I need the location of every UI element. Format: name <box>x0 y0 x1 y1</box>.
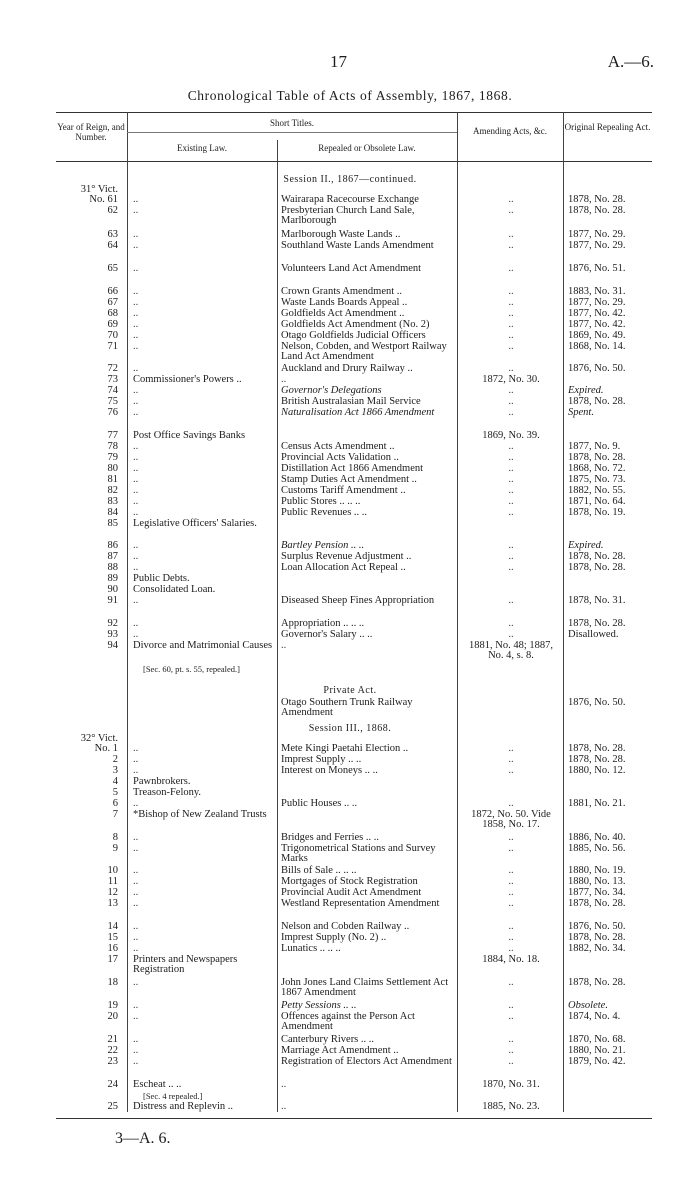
cell-repealed-law: Goldfields Act Amendment (No. 2) <box>281 319 430 330</box>
cell-amending-acts: .. <box>508 194 514 205</box>
cell-original-repealing-act: 1880, No. 13. <box>568 876 626 887</box>
cell-existing-law: .. <box>133 876 139 887</box>
cell-repealed-law: Marlborough Waste Lands .. <box>281 229 401 240</box>
cell-repealed-law: Bridges and Ferries .. .. <box>281 832 379 843</box>
cell-repealed-law: Stamp Duties Act Amendment .. <box>281 474 417 485</box>
cell-repealed-law: Governor's Salary .. .. <box>281 629 373 640</box>
cell-amending-acts: .. <box>508 341 514 352</box>
cell-year: 21 <box>107 1034 118 1045</box>
cell-existing-law: Legislative Officers' Salaries. <box>133 518 257 529</box>
cell-year: 75 <box>107 396 118 407</box>
col-header-existing: Existing Law. <box>177 143 227 153</box>
cell-repealed-law: Census Acts Amendment .. <box>281 441 395 452</box>
cell-year: 25 <box>107 1101 118 1112</box>
cell-amending-acts: .. <box>508 407 514 418</box>
cell-repealed-law: Imprest Supply (No. 2) .. <box>281 932 387 943</box>
cell-original-repealing-act: Expired. <box>568 385 604 396</box>
cell-original-repealing-act: 1878, No. 19. <box>568 507 626 518</box>
cell-year: 85 <box>107 518 118 529</box>
cell-repealed-law: Waste Lands Boards Appeal .. <box>281 297 408 308</box>
cell-original-repealing-act: Obsolete. <box>568 1000 608 1011</box>
cell-existing-law: .. <box>133 562 139 573</box>
cell-original-repealing-act: 1886, No. 40. <box>568 832 626 843</box>
cell-repealed-law: Distillation Act 1866 Amendment <box>281 463 424 474</box>
col-header-year: Year of Reign, and Number. <box>57 122 125 142</box>
cell-existing-law: Divorce and Matrimonial Causes <box>133 640 273 651</box>
cell-year: 74 <box>107 385 118 396</box>
cell-repealed-law: Offences against the Person Act Amendment <box>281 1011 415 1033</box>
cell-repealed-law: Otago Southern Trunk Railway Amendment <box>281 697 413 719</box>
cell-amending-acts: .. <box>508 452 514 463</box>
session-heading: Session III., 1868. <box>308 723 392 734</box>
cell-year: 87 <box>107 551 118 562</box>
cell-year: 81 <box>107 474 118 485</box>
cell-original-repealing-act: 1880, No. 19. <box>568 865 626 876</box>
cell-existing-law: .. <box>133 363 139 374</box>
cell-original-repealing-act: 1868, No. 72. <box>568 463 626 474</box>
cell-original-repealing-act: 1876, No. 50. <box>568 921 626 932</box>
cell-existing-law: .. <box>133 798 139 809</box>
cell-repealed-law: Public Stores .. .. .. <box>281 496 361 507</box>
cell-year: 5 <box>112 787 118 798</box>
col-header-original: Original Repealing Act. <box>564 122 651 132</box>
cell-amending-acts: .. <box>508 876 514 887</box>
cell-amending-acts: .. <box>508 1011 514 1022</box>
cell-amending-acts: .. <box>508 330 514 341</box>
cell-original-repealing-act: 1877, No. 9. <box>568 441 621 452</box>
paper-reference: A.—6. <box>607 52 654 71</box>
cell-original-repealing-act: 1878, No. 28. <box>568 932 626 943</box>
cell-year: 15 <box>107 932 118 943</box>
cell-original-repealing-act: 1868, No. 14. <box>568 341 626 352</box>
cell-year: No. 61 <box>89 194 118 205</box>
cell-repealed-law: Imprest Supply .. .. <box>281 754 362 765</box>
cell-amending-acts: .. <box>508 943 514 954</box>
cell-existing-law: Pawnbrokers. <box>133 776 191 787</box>
cell-amending-acts: .. <box>508 319 514 330</box>
cell-amending-acts: .. <box>508 921 514 932</box>
cell-repealed-law: Crown Grants Amendment .. <box>281 286 403 297</box>
cell-amending-acts: .. <box>508 1045 514 1056</box>
cell-repealed-law: Loan Allocation Act Repeal .. <box>281 562 406 573</box>
cell-year: 90 <box>107 584 118 595</box>
cell-existing-law: .. <box>133 229 139 240</box>
col-header-amending: Amending Acts, &c. <box>473 126 547 136</box>
cell-year: 88 <box>107 562 118 573</box>
cell-existing-law: .. <box>133 385 139 396</box>
cell-repealed-law: Mortgages of Stock Registration <box>281 876 418 887</box>
cell-existing-law: .. <box>133 240 139 251</box>
footer-rule <box>56 1118 652 1119</box>
cell-year: 9 <box>112 843 118 854</box>
cell-original-repealing-act: 1881, No. 21. <box>568 798 626 809</box>
cell-year: 2 <box>112 754 118 765</box>
cell-repealed-law: Mete Kingi Paetahi Election .. <box>281 743 409 754</box>
cell-existing-law: .. <box>133 540 139 551</box>
cell-year: 67 <box>107 297 118 308</box>
cell-repealed-law: .. <box>281 374 287 385</box>
cell-year: 78 <box>107 441 118 452</box>
cell-existing-law: .. <box>133 887 139 898</box>
cell-original-repealing-act: 1883, No. 31. <box>568 286 626 297</box>
cell-amending-acts: .. <box>508 441 514 452</box>
cell-original-repealing-act: 1880, No. 12. <box>568 765 626 776</box>
cell-original-repealing-act: 1869, No. 49. <box>568 330 626 341</box>
cell-repealed-law: Provincial Acts Validation .. <box>281 452 399 463</box>
cell-existing-law: .. <box>133 629 139 640</box>
cell-original-repealing-act: 1877, No. 29. <box>568 297 626 308</box>
cell-year: 72 <box>107 363 118 374</box>
cell-existing-law: .. <box>133 832 139 843</box>
cell-amending-acts: .. <box>508 629 514 640</box>
cell-existing-law: .. <box>133 1056 139 1067</box>
cell-existing-law: .. <box>133 765 139 776</box>
cell-original-repealing-act: 1870, No. 68. <box>568 1034 626 1045</box>
cell-amending-acts: .. <box>508 865 514 876</box>
cell-year: 84 <box>107 507 118 518</box>
cell-amending-acts: .. <box>508 463 514 474</box>
cell-amending-acts: .. <box>508 385 514 396</box>
cell-repealed-law: Trigonometrical Stations and Survey Marks <box>281 843 436 865</box>
cell-repealed-law: Naturalisation Act 1866 Amendment <box>281 407 435 418</box>
cell-repealed-law: Wairarapa Racecourse Exchange <box>281 194 419 205</box>
cell-year: No. 1 <box>94 743 118 754</box>
cell-repealed-law: Surplus Revenue Adjustment .. <box>281 551 412 562</box>
cell-year: 14 <box>107 921 118 932</box>
cell-year: 66 <box>107 286 118 297</box>
cell-existing-law: .. <box>133 507 139 518</box>
cell-year: 17 <box>107 954 118 965</box>
cell-existing-law: Escheat .. .. <box>133 1079 182 1090</box>
cell-repealed-law: Goldfields Act Amendment .. <box>281 308 405 319</box>
cell-amending-acts: 1885, No. 23. <box>482 1101 540 1112</box>
cell-existing-law: .. <box>133 407 139 418</box>
cell-repealed-law: Petty Sessions .. .. <box>281 1000 357 1011</box>
cell-original-repealing-act: 1876, No. 50. <box>568 697 626 708</box>
cell-amending-acts: .. <box>508 263 514 274</box>
cell-original-repealing-act: Disallowed. <box>568 629 619 640</box>
cell-existing-law: .. <box>133 1045 139 1056</box>
page-number: 17 <box>330 52 347 71</box>
cell-existing-law: .. <box>133 595 139 606</box>
session-heading: Session II., 1867—continued. <box>283 174 417 185</box>
cell-amending-acts: .. <box>508 798 514 809</box>
cell-existing-law: [Sec. 4 repealed.] <box>143 1091 203 1101</box>
cell-existing-law: .. <box>133 898 139 909</box>
cell-amending-acts: .. <box>508 743 514 754</box>
cell-repealed-law: Registration of Electors Act Amendment <box>281 1056 452 1067</box>
cell-repealed-law: Southland Waste Lands Amendment <box>281 240 434 251</box>
col-header-short-titles: Short Titles. <box>269 118 315 128</box>
cell-year: 62 <box>107 205 118 216</box>
cell-repealed-law: British Australasian Mail Service <box>281 396 421 407</box>
cell-existing-law: .. <box>133 1011 139 1022</box>
cell-existing-law: .. <box>133 297 139 308</box>
page-header <box>0 52 700 74</box>
cell-original-repealing-act: 1878, No. 28. <box>568 743 626 754</box>
cell-year: 92 <box>107 618 118 629</box>
cell-existing-law: .. <box>133 618 139 629</box>
cell-year: 23 <box>107 1056 118 1067</box>
cell-amending-acts: 1881, No. 48; 1887, No. 4, s. 8. <box>469 640 553 662</box>
cell-year: 32° Vict. <box>80 733 118 744</box>
cell-original-repealing-act: 1878, No. 28. <box>568 562 626 573</box>
cell-year: 91 <box>107 595 118 606</box>
cell-existing-law: *Bishop of New Zealand Trusts <box>133 809 267 820</box>
cell-repealed-law: Nelson and Cobden Railway .. <box>281 921 410 932</box>
cell-year: 18 <box>107 977 118 988</box>
cell-original-repealing-act: 1878, No. 28. <box>568 754 626 765</box>
cell-year: 7 <box>112 809 118 820</box>
cell-repealed-law: Marriage Act Amendment .. <box>281 1045 399 1056</box>
cell-existing-law: .. <box>133 943 139 954</box>
cell-original-repealing-act: 1878, No. 28. <box>568 551 626 562</box>
cell-amending-acts: .. <box>508 229 514 240</box>
cell-year: 19 <box>107 1000 118 1011</box>
cell-existing-law: .. <box>133 441 139 452</box>
cell-year: 89 <box>107 573 118 584</box>
cell-year: 76 <box>107 407 118 418</box>
cell-existing-law: .. <box>133 1034 139 1045</box>
cell-original-repealing-act: 1885, No. 56. <box>568 843 626 854</box>
cell-repealed-law: Lunatics .. .. .. <box>281 943 341 954</box>
cell-amending-acts: .. <box>508 1034 514 1045</box>
cell-amending-acts: .. <box>508 562 514 573</box>
cell-repealed-law: Auckland and Drury Railway .. <box>281 363 413 374</box>
cell-amending-acts: .. <box>508 832 514 843</box>
cell-original-repealing-act: 1882, No. 34. <box>568 943 626 954</box>
cell-year: 63 <box>107 229 118 240</box>
cell-existing-law: Commissioner's Powers .. <box>133 374 242 385</box>
cell-existing-law: .. <box>133 341 139 352</box>
cell-existing-law: .. <box>133 463 139 474</box>
column-divider <box>127 112 128 1112</box>
cell-existing-law: Printers and Newspapers Registration <box>133 954 238 976</box>
cell-year: 73 <box>107 374 118 385</box>
cell-repealed-law: Volunteers Land Act Amendment <box>281 263 422 274</box>
cell-year: 83 <box>107 496 118 507</box>
cell-repealed-law: Nelson, Cobden, and Westport Railway Land Act Amendment <box>281 341 447 363</box>
cell-repealed-law: Presbyterian Church Land Sale, Marlborough <box>281 205 415 227</box>
cell-amending-acts: 1870, No. 31. <box>482 1079 540 1090</box>
cell-amending-acts: .. <box>508 977 514 988</box>
cell-existing-law: .. <box>133 932 139 943</box>
cell-existing-law: .. <box>133 330 139 341</box>
column-divider <box>277 140 278 1112</box>
cell-original-repealing-act: 1878, No. 28. <box>568 898 626 909</box>
cell-repealed-law: Customs Tariff Amendment .. <box>281 485 406 496</box>
cell-amending-acts: .. <box>508 765 514 776</box>
cell-repealed-law: Provincial Audit Act Amendment <box>281 887 422 898</box>
cell-amending-acts: .. <box>508 932 514 943</box>
cell-repealed-law: Appropriation .. .. .. <box>281 618 365 629</box>
cell-year: 64 <box>107 240 118 251</box>
cell-amending-acts: .. <box>508 496 514 507</box>
column-divider <box>457 112 458 1112</box>
cell-repealed-law: Diseased Sheep Fines Appropriation <box>281 595 435 606</box>
cell-year: 70 <box>107 330 118 341</box>
cell-existing-law: .. <box>133 551 139 562</box>
cell-amending-acts: .. <box>508 1000 514 1011</box>
column-divider <box>563 112 564 1112</box>
cell-amending-acts: .. <box>508 485 514 496</box>
cell-year: 11 <box>107 876 118 887</box>
cell-year: 12 <box>107 887 118 898</box>
cell-original-repealing-act: 1877, No. 42. <box>568 308 626 319</box>
cell-amending-acts: .. <box>508 898 514 909</box>
cell-amending-acts: .. <box>508 618 514 629</box>
cell-amending-acts: 1884, No. 18. <box>482 954 540 965</box>
cell-original-repealing-act: 1878, No. 31. <box>568 595 626 606</box>
cell-original-repealing-act: 1874, No. 4. <box>568 1011 621 1022</box>
cell-year: 8 <box>112 832 118 843</box>
cell-amending-acts: .. <box>508 754 514 765</box>
cell-amending-acts: 1869, No. 39. <box>482 430 540 441</box>
cell-repealed-law: Governor's Delegations <box>281 385 382 396</box>
page-footer: 3—A. 6. <box>115 1130 171 1147</box>
cell-amending-acts: .. <box>508 297 514 308</box>
cell-year: 80 <box>107 463 118 474</box>
cell-year: 10 <box>107 865 118 876</box>
cell-amending-acts: .. <box>508 595 514 606</box>
cell-original-repealing-act: 1877, No. 34. <box>568 887 626 898</box>
cell-existing-law: Public Debts. <box>133 573 190 584</box>
cell-year: 20 <box>107 1011 118 1022</box>
cell-year: 24 <box>107 1079 118 1090</box>
cell-year: 4 <box>112 776 118 787</box>
cell-year: 71 <box>107 341 118 352</box>
cell-original-repealing-act: 1877, No. 29. <box>568 240 626 251</box>
cell-repealed-law: Public Houses .. .. <box>281 798 358 809</box>
cell-repealed-law: Westland Representation Amendment <box>281 898 440 909</box>
cell-repealed-law: Bartley Pension .. .. <box>281 540 365 551</box>
cell-year: 93 <box>107 629 118 640</box>
cell-amending-acts: .. <box>508 205 514 216</box>
cell-existing-law: .. <box>133 205 139 216</box>
cell-repealed-law: Canterbury Rivers .. .. <box>281 1034 375 1045</box>
cell-amending-acts: .. <box>508 540 514 551</box>
cell-amending-acts: 1872, No. 30. <box>482 374 540 385</box>
cell-amending-acts: .. <box>508 308 514 319</box>
cell-amending-acts: .. <box>508 286 514 297</box>
cell-year: 69 <box>107 319 118 330</box>
cell-original-repealing-act: 1876, No. 50. <box>568 363 626 374</box>
cell-original-repealing-act: 1880, No. 21. <box>568 1045 626 1056</box>
cell-original-repealing-act: 1871, No. 64. <box>568 496 626 507</box>
cell-year: 94 <box>107 640 118 651</box>
cell-existing-law: Consolidated Loan. <box>133 584 216 595</box>
cell-amending-acts: .. <box>508 887 514 898</box>
cell-year: 86 <box>107 540 118 551</box>
cell-existing-law: .. <box>133 977 139 988</box>
cell-amending-acts: .. <box>508 551 514 562</box>
cell-amending-acts: .. <box>508 1056 514 1067</box>
cell-existing-law: .. <box>133 194 139 205</box>
cell-existing-law: Treason-Felony. <box>133 787 202 798</box>
cell-year: 77 <box>107 430 118 441</box>
cell-original-repealing-act: 1882, No. 55. <box>568 485 626 496</box>
cell-existing-law: Distress and Replevin .. <box>133 1101 234 1112</box>
cell-year: 6 <box>112 798 118 809</box>
cell-year: 79 <box>107 452 118 463</box>
cell-amending-acts: .. <box>508 507 514 518</box>
col-header-repealed: Repealed or Obsolete Law. <box>318 143 416 153</box>
cell-existing-law: Post Office Savings Banks <box>133 430 246 441</box>
cell-amending-acts: .. <box>508 474 514 485</box>
cell-existing-law: .. <box>133 396 139 407</box>
cell-repealed-law: Interest on Moneys .. .. <box>281 765 378 776</box>
cell-amending-acts: .. <box>508 843 514 854</box>
cell-existing-law: .. <box>133 496 139 507</box>
cell-repealed-law: .. <box>281 1079 287 1090</box>
cell-original-repealing-act: 1876, No. 51. <box>568 263 626 274</box>
cell-year: 16 <box>107 943 118 954</box>
cell-existing-law: .. <box>133 319 139 330</box>
subheader-rule <box>127 132 457 133</box>
cell-year: 13 <box>107 898 118 909</box>
cell-original-repealing-act: 1878, No. 28. <box>568 194 626 205</box>
cell-year: 3 <box>112 765 118 776</box>
cell-original-repealing-act: Spent. <box>568 407 594 418</box>
cell-original-repealing-act: 1878, No. 28. <box>568 618 626 629</box>
cell-original-repealing-act: 1878, No. 28. <box>568 205 626 216</box>
cell-repealed-law: Bills of Sale .. .. .. <box>281 865 357 876</box>
cell-existing-law: .. <box>133 308 139 319</box>
cell-amending-acts: .. <box>508 240 514 251</box>
cell-original-repealing-act: 1877, No. 42. <box>568 319 626 330</box>
cell-year: 65 <box>107 263 118 274</box>
cell-original-repealing-act: 1878, No. 28. <box>568 452 626 463</box>
cell-original-repealing-act: 1875, No. 73. <box>568 474 626 485</box>
cell-original-repealing-act: Expired. <box>568 540 604 551</box>
cell-existing-law: .. <box>133 452 139 463</box>
cell-year: 82 <box>107 485 118 496</box>
cell-existing-law: .. <box>133 754 139 765</box>
cell-year: 31° Vict. <box>80 184 118 195</box>
cell-existing-law: .. <box>133 743 139 754</box>
cell-existing-law: .. <box>133 286 139 297</box>
cell-repealed-law: .. <box>281 1101 287 1112</box>
cell-existing-law: [Sec. 60, pt. s. 55, repealed.] <box>143 664 241 674</box>
cell-original-repealing-act: 1878, No. 28. <box>568 977 626 988</box>
table-title: Chronological Table of Acts of Assembly, 1867, 1868. <box>187 88 513 103</box>
cell-original-repealing-act: 1878, No. 28. <box>568 396 626 407</box>
cell-existing-law: .. <box>133 474 139 485</box>
cell-amending-acts: .. <box>508 396 514 407</box>
cell-existing-law: .. <box>133 921 139 932</box>
cell-year: 22 <box>107 1045 118 1056</box>
cell-repealed-law: Public Revenues .. .. <box>281 507 368 518</box>
section-heading: Private Act. <box>323 685 377 696</box>
cell-year: 68 <box>107 308 118 319</box>
cell-original-repealing-act: 1879, No. 42. <box>568 1056 626 1067</box>
cell-existing-law: .. <box>133 865 139 876</box>
cell-existing-law: .. <box>133 485 139 496</box>
cell-original-repealing-act: 1877, No. 29. <box>568 229 626 240</box>
cell-existing-law: .. <box>133 843 139 854</box>
cell-repealed-law: John Jones Land Claims Settlement Act 1867 Amendment <box>281 977 449 999</box>
cell-repealed-law: Otago Goldfields Judicial Officers <box>281 330 426 341</box>
cell-repealed-law: .. <box>281 640 287 651</box>
cell-existing-law: .. <box>133 263 139 274</box>
cell-amending-acts: 1872, No. 50. Vide 1858, No. 17. <box>471 809 551 831</box>
cell-existing-law: .. <box>133 1000 139 1011</box>
cell-amending-acts: .. <box>508 363 514 374</box>
